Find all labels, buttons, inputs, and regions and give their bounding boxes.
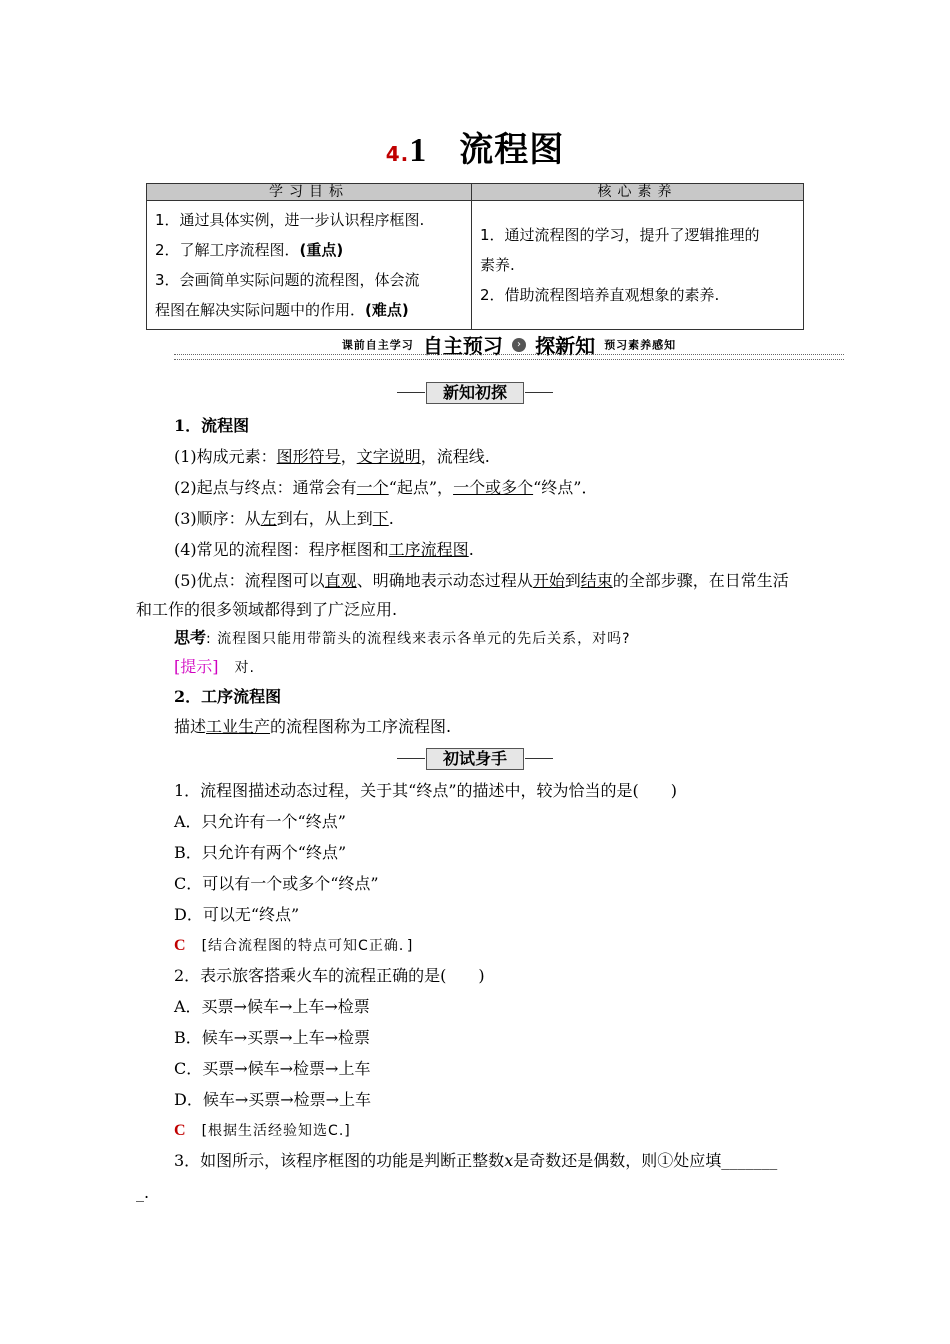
goal-2: 2．了解工序流程图．(重点) xyxy=(155,241,344,259)
goals-header-right: 核心素养 xyxy=(472,184,804,201)
q1-option-c: C．可以有一个或多个“终点” xyxy=(174,874,379,893)
banner-left: 课前自主学习 xyxy=(341,338,414,352)
literacy-2: 2．借助流程图培养直观想象的素养. xyxy=(480,286,720,304)
q2-option-c: C．买票→候车→检票→上车 xyxy=(174,1059,371,1078)
literacy-1b: 素养. xyxy=(480,256,515,274)
point-1: (1)构成元素：图形符号，文字说明，流程线. xyxy=(174,447,490,466)
q1-option-d: D．可以无“终点” xyxy=(174,905,300,924)
banner-main-1: 自主预习 xyxy=(422,334,503,358)
page-title xyxy=(0,122,950,171)
point-5-cont: 和工作的很多领域都得到了广泛应用. xyxy=(136,600,398,619)
q1-option-a: A．只允许有一个“终点” xyxy=(174,812,346,831)
goals-right-cell xyxy=(472,201,804,330)
q2-option-d: D．候车→买票→检票→上车 xyxy=(174,1090,372,1109)
goal-3: 3．会画简单实际问题的流程图，体会流 xyxy=(155,271,420,289)
banner-right: 预习素养感知 xyxy=(604,338,677,352)
q3-tail: _. xyxy=(136,1183,150,1202)
goal-3b: 程图在解决实际问题中的作用．(难点) xyxy=(155,301,409,319)
banner-arrow-icon: › xyxy=(512,338,526,352)
goal-1: 1．通过具体实例，进一步认识程序框图. xyxy=(155,211,425,229)
q2-stem: 2．表示旅客搭乘火车的流程正确的是( ) xyxy=(174,966,485,985)
point-5: (5)优点：流程图可以直观、明确地表示动态过程从开始到结束的全部步骤，在日常生活 xyxy=(174,571,789,590)
section-banner xyxy=(174,330,844,356)
point-2: (2)起点与终点：通常会有一个“起点”，一个或多个“终点”． xyxy=(174,478,598,497)
tag-new-knowledge: 新知初探 xyxy=(0,382,950,404)
think: 思考: 流程图只能用带箭头的流程线来表示各单元的先后关系，对吗? xyxy=(174,628,631,647)
banner-main-2: 探新知 xyxy=(535,334,596,358)
tag-try: 初试身手 xyxy=(0,748,950,770)
point-4: (4)常见的流程图：程序框图和工序流程图. xyxy=(174,540,474,559)
heading-flowchart: 1．流程图 xyxy=(174,416,250,435)
point-3: (3)顺序：从左到右，从上到下. xyxy=(174,509,394,528)
q2-option-a: A．买票→候车→上车→检票 xyxy=(174,997,370,1016)
banner-rule xyxy=(174,354,844,360)
point-6: 描述工业生产的流程图称为工序流程图. xyxy=(174,717,452,736)
q2-answer: C [根据生活经验知选C.] xyxy=(174,1122,351,1139)
goals-table xyxy=(146,183,804,330)
q2-option-b: B．候车→买票→上车→检票 xyxy=(174,1028,370,1047)
section-number-2: 1 xyxy=(409,132,428,169)
section-number: 4. xyxy=(385,142,410,166)
q1-answer: C [结合流程图的特点可知C正确．] xyxy=(174,937,414,954)
q1-stem: 1．流程图描述动态过程，关于其“终点”的描述中，较为恰当的是( ) xyxy=(174,781,678,800)
title-text: 流程图 xyxy=(459,130,565,170)
q1-option-b: B．只允许有两个“终点” xyxy=(174,843,347,862)
literacy-1: 1．通过流程图的学习，提升了逻辑推理的 xyxy=(480,226,760,244)
goals-header-left: 学习目标 xyxy=(147,184,472,201)
heading-process-flowchart: 2．工序流程图 xyxy=(174,687,282,706)
hint: [提示] 对. xyxy=(174,657,255,676)
q3-stem: 3．如图所示，该程序框图的功能是判断正整数x是奇数还是偶数，则①处应填_______ xyxy=(174,1151,778,1170)
goals-left-cell xyxy=(147,201,472,330)
